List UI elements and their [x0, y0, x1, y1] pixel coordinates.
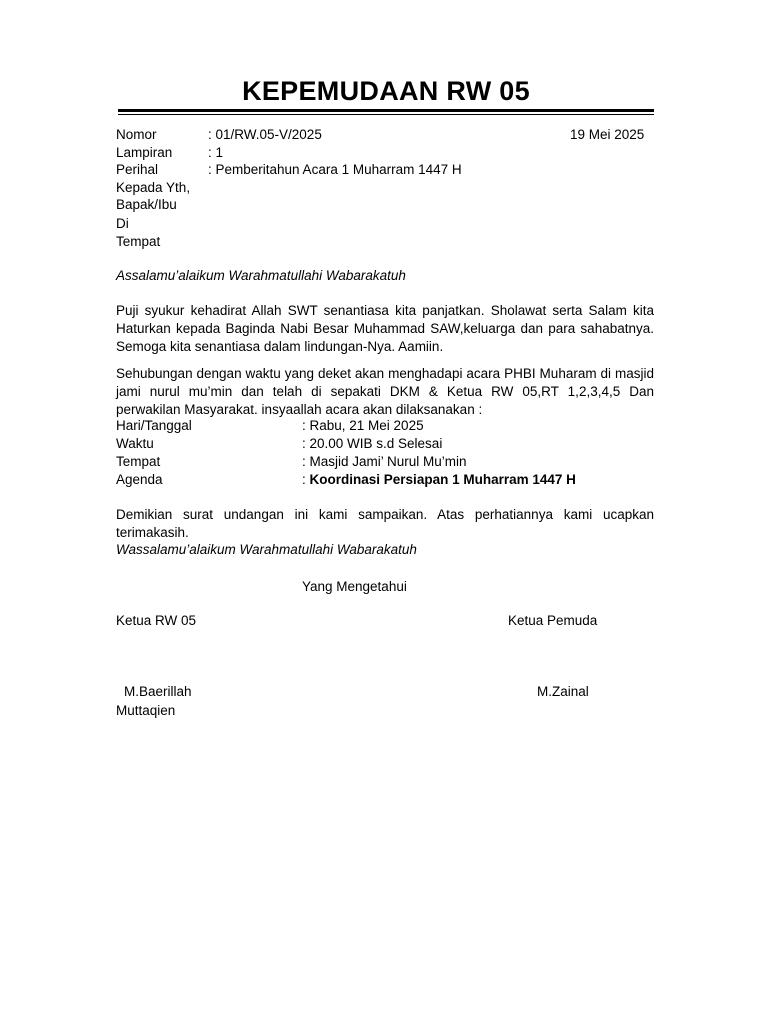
nomor-label: Nomor — [116, 127, 157, 142]
perihal-label: Perihal — [116, 162, 159, 177]
signature-left-name-1: M.Baerillah — [124, 684, 192, 699]
paragraph-event: Sehubungan dengan waktu yang deket akan menghadapi acara PHBI Muharam di masjid jami nurul mu’min dan telah di sepakati DKM & Ketua RW 05,RT 1,2,3,4,5 Dan perwakilan Masyarakat. insyaallah acara akan dilaksanakan : — [116, 366, 654, 417]
agenda-value: Koordinasi Persiapan 1 Muharram 1447 H — [309, 472, 576, 487]
recipient-line-4: Tempat — [116, 234, 161, 249]
recipient-line-1: Kepada Yth, — [116, 180, 191, 195]
signature-right-title: Ketua Pemuda — [508, 613, 598, 628]
opening-greeting: Assalamu’alaikum Warahmatullahi Wabarakatuh — [116, 268, 406, 283]
agenda-label: Agenda — [116, 472, 163, 487]
tempat-label: Tempat — [116, 454, 161, 469]
agenda-row — [302, 471, 576, 489]
signature-left-title: Ketua RW 05 — [116, 613, 197, 628]
signature-left-name-2: Muttaqien — [116, 703, 176, 718]
signature-right-name: M.Zainal — [537, 684, 589, 699]
nomor-value: : 01/RW.05-V/2025 — [208, 127, 322, 142]
perihal-value: : Pemberitahun Acara 1 Muharram 1447 H — [208, 162, 462, 177]
header-rule-thin — [118, 114, 654, 115]
closing-salam: Wassalamu’alaikum Warahmatullahi Wabarakatuh — [116, 542, 417, 557]
letter-title: KEPEMUDAAN RW 05 — [242, 76, 530, 106]
hari-value: : Rabu, 21 Mei 2025 — [302, 418, 424, 433]
letter-date: 19 Mei 2025 — [570, 127, 645, 142]
recipient-line-3: Di — [116, 216, 129, 231]
waktu-value: : 20.00 WIB s.d Selesai — [302, 436, 443, 451]
hari-label: Hari/Tanggal — [116, 418, 192, 433]
lampiran-value: : 1 — [208, 145, 224, 160]
tempat-value: : Masjid Jami’ Nurul Mu’min — [302, 454, 467, 469]
lampiran-label: Lampiran — [116, 145, 173, 160]
waktu-label: Waktu — [116, 436, 154, 451]
recipient-line-2: Bapak/Ibu — [116, 197, 177, 212]
agenda-colon: : — [302, 472, 306, 487]
paragraph-intro: Puji syukur kehadirat Allah SWT senantiasa kita panjatkan. Sholawat serta Salam kita Haturkan kepada Baginda Nabi Besar Muhammad SAW,keluarga dan para sahabatnya. Semoga kita senantiasa dalam lindungan-Nya. Aamiin. — [116, 303, 654, 354]
closing-text: Demikian surat undangan ini kami sampaikan. Atas perhatiannya kami ucapkan terimakasih. — [116, 507, 654, 540]
header-rule-thick — [118, 109, 654, 112]
acknowledge-label: Yang Mengetahui — [302, 579, 407, 594]
